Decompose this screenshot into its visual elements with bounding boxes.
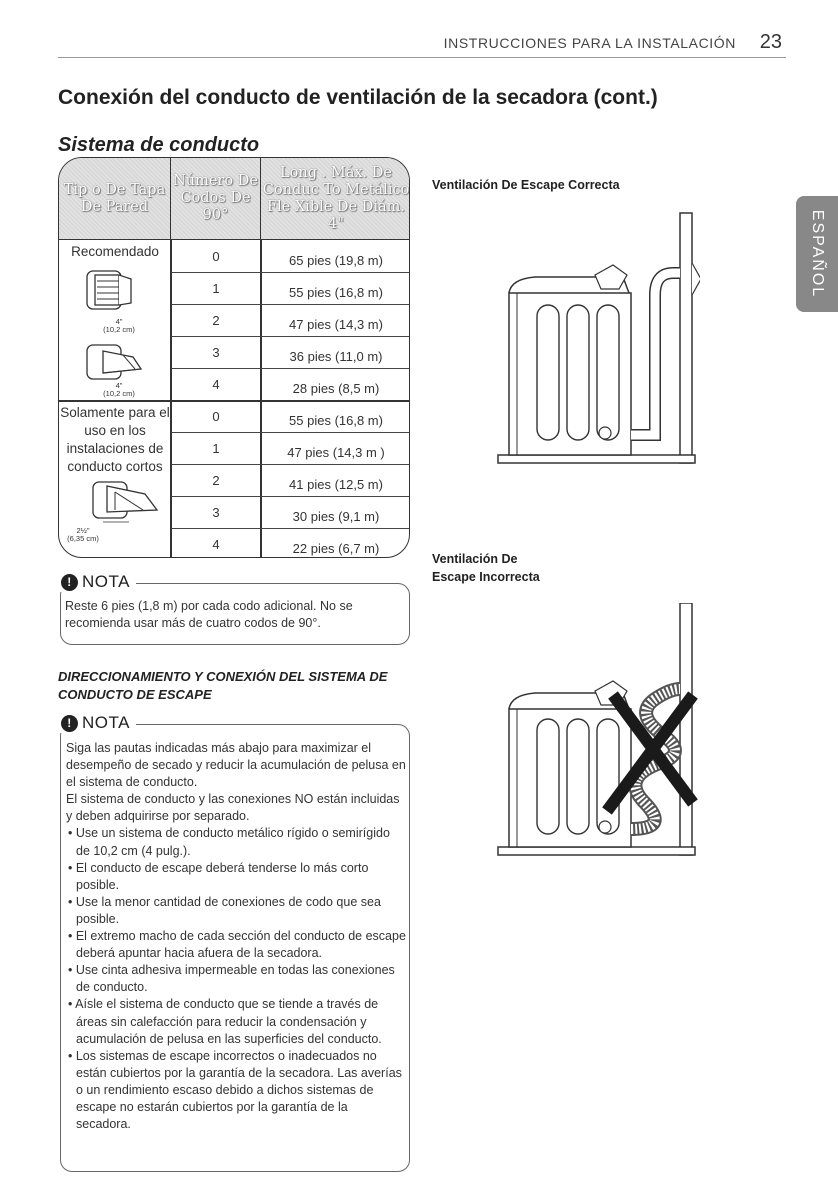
elbows-cell: 2 — [212, 313, 220, 328]
length-cell: 47 pies (14,3 m) — [289, 317, 383, 332]
length-cell: 41 pies (12,5 m) — [289, 477, 383, 492]
length-cell: 47 pies (14,3 m ) — [287, 445, 385, 460]
table-header-cap-type-text: Tip o De Tapa De Pared — [63, 181, 166, 215]
louvered-wall-cap-icon — [79, 265, 149, 317]
row-divider — [171, 304, 410, 305]
short-run-wall-cap-icon — [85, 476, 169, 528]
elbows-cell: 0 — [212, 249, 220, 264]
row-divider — [171, 368, 410, 369]
dimension-label: 4" — [115, 381, 123, 390]
page-number: 23 — [759, 31, 782, 53]
header-title: INSTRUCCIONES PARA LA INSTALACIÓN — [443, 35, 736, 51]
row-divider — [171, 272, 410, 273]
dimension-label: (10,2 cm) — [103, 325, 135, 334]
elbows-cell: 0 — [212, 409, 220, 424]
incorrect-vent-label — [432, 550, 540, 586]
dimension-label: 2½" — [76, 526, 90, 535]
table-header-elbows — [171, 158, 261, 240]
elbows-cell: 1 — [212, 441, 220, 456]
correct-vent-diagram — [495, 205, 700, 465]
recommended-label: Recomendado — [71, 244, 159, 259]
length-cell: 30 pies (9,1 m) — [292, 509, 380, 524]
list-item: • El conducto de escape deberá tenderse lo más corto posible. — [68, 860, 369, 892]
elbows-cell: 3 — [212, 505, 220, 520]
row-divider — [171, 432, 410, 433]
length-cell: 55 pies (16,8 m) — [289, 285, 383, 300]
table-header-max-length — [261, 158, 410, 240]
list-item: • Aísle el sistema de conducto que se tiende a través de áreas sin calefacción para reducir la condensación y acumulación de pelusa en las superficies del conducto. — [68, 997, 382, 1046]
note-label: NOTA — [82, 713, 130, 732]
exhaust-routing-heading: DIRECCIONAMIENTO Y CONEXIÓN DEL SISTEMA DE CONDUCTO DE ESCAPE — [58, 669, 388, 702]
elbows-cell: 2 — [212, 473, 220, 488]
length-cell: 55 pies (16,8 m) — [289, 413, 383, 428]
incorrect-vent-diagram — [495, 603, 700, 858]
list-item: • Use la menor cantidad de conexiones de codo que sea posible. — [68, 894, 381, 926]
table-header-cap-type — [59, 158, 171, 240]
row-divider — [171, 464, 410, 465]
correct-vent-label: Ventilación De Escape Correcta — [432, 178, 620, 192]
row-divider — [171, 336, 410, 337]
note-box — [60, 572, 410, 645]
dimension-label: (10,2 cm) — [103, 389, 135, 398]
incorrect-vent-label-line: Ventilación De — [432, 552, 518, 566]
note-text: Reste 6 pies (1,8 m) por cada codo adicional. No se recomienda usar más de cuatro codos de 90°. — [65, 599, 353, 630]
length-cell: 65 pies (19,8 m) — [289, 253, 383, 268]
note-paragraph: El sistema de conducto y las conexiones NO están incluidas y deben adquirirse por separado. — [66, 792, 400, 824]
elbows-cell: 4 — [212, 537, 220, 552]
incorrect-vent-label-line: Escape Incorrecta — [432, 570, 540, 584]
note-body — [66, 740, 406, 1133]
length-cell: 28 pies (8,5 m) — [292, 381, 380, 396]
exclamation-circle-icon: ! — [61, 715, 78, 732]
dimension-label: (6,35 cm) — [67, 534, 99, 543]
note-heading — [57, 713, 136, 733]
list-item: • Use cinta adhesiva impermeable en todas las conexiones de conducto. — [68, 963, 395, 995]
row-divider — [171, 496, 410, 497]
note-box — [60, 713, 410, 1172]
elbows-cell: 1 — [212, 281, 220, 296]
list-item: • El extremo macho de cada sección del conducto de escape deberá apuntar hacia afuera de la secadora. — [68, 929, 406, 961]
short-run-label: Solamente para el uso en los instalaciones de conducto cortos — [60, 405, 170, 474]
elbows-cell: 3 — [212, 345, 220, 360]
length-cell: 36 pies (11,0 m) — [289, 349, 383, 364]
row-divider — [171, 528, 410, 529]
elbows-cell: 4 — [212, 377, 220, 392]
page-header — [58, 32, 786, 58]
table-header-elbows-text: Número De Codos De 90° — [173, 173, 258, 223]
table-header-max-length-text: Long . Máx. De Conduc To Metálico Fle Xible De Diám. 4" — [262, 164, 410, 232]
list-item: • Use un sistema de conducto metálico rígido o semirígido de 10,2 cm (4 pulg.). — [68, 826, 390, 858]
duct-length-table — [58, 157, 410, 558]
note-paragraph: Siga las pautas indicadas más abajo para maximizar el desempeño de secado y reducir la acumulación de pelusa en el sistema de conducto. — [66, 741, 406, 790]
language-tab-label: ESPAÑOL — [809, 209, 826, 299]
page-title: Conexión del conducto de ventilación de la secadora (cont.) — [58, 86, 658, 109]
exclamation-circle-icon: ! — [61, 574, 78, 591]
length-cell: 22 pies (6,7 m) — [292, 541, 380, 556]
note-label: NOTA — [82, 572, 130, 591]
group-divider — [59, 400, 410, 402]
dimension-label: 4" — [115, 317, 123, 326]
section-title: Sistema de conducto — [58, 134, 260, 156]
language-tab — [796, 196, 838, 312]
note-heading — [57, 572, 136, 592]
list-item: • Los sistemas de escape incorrectos o inadecuados no están cubiertos por la garantía de la secadora. Las averías o un rendimiento escaso debido a dichos sistemas de escape no estarán cubiertos por la garantía de la secadora. — [68, 1048, 402, 1132]
